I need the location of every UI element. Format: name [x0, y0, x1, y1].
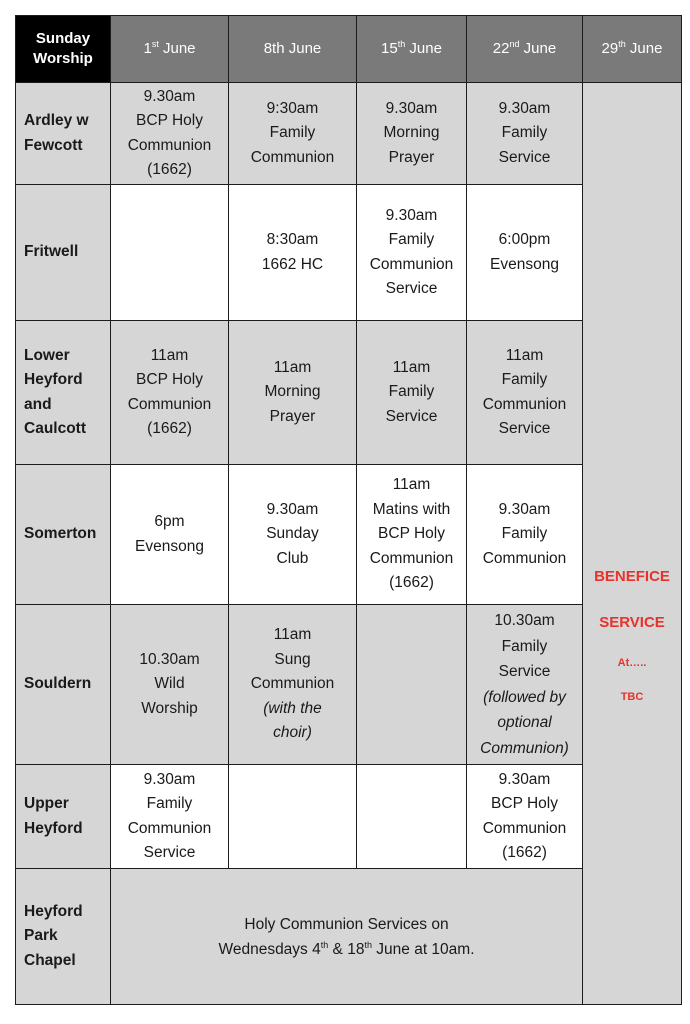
church-name: Fritwell — [16, 185, 111, 321]
col-header-3: 15th June — [357, 16, 467, 83]
chapel-note-line-2: Wednesdays 4th & 18th June at 10am. — [218, 939, 475, 958]
service-cell: 11am Family Communion Service — [467, 321, 583, 465]
col-header-1: 1st June — [111, 16, 229, 83]
chapel-note-line-1: Holy Communion Services on — [244, 915, 449, 933]
service-cell: 8:30am 1662 HC — [229, 185, 357, 321]
service-cell: 10.30am Family Service (followed by optional Communion) — [467, 605, 583, 765]
service-cell: 9.30am BCP Holy Communion (1662) — [467, 765, 583, 869]
service-cell-empty — [357, 605, 467, 765]
service-cell: 9:30am Family Communion — [229, 83, 357, 185]
row-souldern — [16, 605, 682, 765]
church-name: Upper Heyford — [16, 765, 111, 869]
benefice-line-1: BENEFICE — [594, 567, 670, 585]
row-lower-heyford — [16, 321, 682, 465]
row-somerton — [16, 465, 682, 605]
service-cell: 11am Matins with BCP Holy Communion (1662) — [357, 465, 467, 605]
service-cell: 9.30am Family Communion — [467, 465, 583, 605]
header-row — [16, 16, 682, 83]
benefice-service-cell — [583, 83, 682, 1005]
corner-line-1: Sunday — [35, 30, 91, 47]
service-cell: 11am BCP Holy Communion (1662) — [111, 321, 229, 465]
row-upper-heyford — [16, 765, 682, 869]
col-header-5: 29th June — [583, 16, 682, 83]
service-cell: 6pm Evensong — [111, 465, 229, 605]
service-cell: 11am Morning Prayer — [229, 321, 357, 465]
benefice-line-4: TBC — [620, 690, 644, 703]
service-cell-empty — [229, 765, 357, 869]
benefice-line-2: SERVICE — [599, 613, 665, 631]
service-cell: 9.30am Family Communion Service — [111, 765, 229, 869]
service-cell-empty — [111, 185, 229, 321]
service-cell: 9.30am BCP Holy Communion (1662) — [111, 83, 229, 185]
service-cell: 9.30am Family Communion Service — [357, 185, 467, 321]
service-cell: 11am Sung Communion (with the choir) — [229, 605, 357, 765]
church-name: Somerton — [16, 465, 111, 605]
corner-header — [16, 16, 111, 83]
worship-schedule — [15, 15, 682, 1005]
service-cell: 6:00pm Evensong — [467, 185, 583, 321]
church-name: Ardley w Fewcott — [16, 83, 111, 185]
service-cell: 9.30am Morning Prayer — [357, 83, 467, 185]
service-cell: 9.30am Sunday Club — [229, 465, 357, 605]
church-name: Souldern — [16, 605, 111, 765]
row-heyford-park-chapel — [16, 869, 682, 1005]
service-cell: 11am Family Service — [357, 321, 467, 465]
service-cell: 10.30am Wild Worship — [111, 605, 229, 765]
col-header-2: 8th June — [229, 16, 357, 83]
corner-line-2: Worship — [33, 50, 93, 67]
benefice-line-3: At….. — [617, 656, 647, 669]
col-header-4: 22nd June — [467, 16, 583, 83]
row-ardley — [16, 83, 682, 185]
service-cell: 9.30am Family Service — [467, 83, 583, 185]
church-name: Heyford Park Chapel — [16, 869, 111, 1005]
schedule-table — [15, 15, 682, 1005]
service-cell-empty — [357, 765, 467, 869]
church-name: Lower Heyford and Caulcott — [16, 321, 111, 465]
chapel-note — [111, 869, 583, 1005]
row-fritwell — [16, 185, 682, 321]
